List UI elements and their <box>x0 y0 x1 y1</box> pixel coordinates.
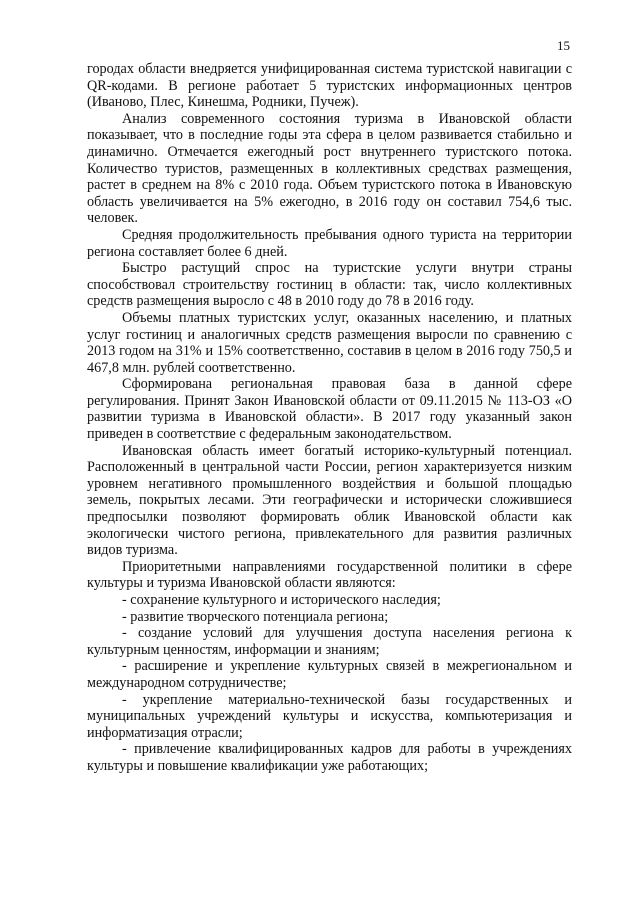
paragraph: Ивановская область имеет богатый историко-культурный потенциал. Расположенный в центральной части России, регион характеризуется низким уровнем негативного промышленного воздействия и большой площадью земель, покрытых лесами. Эти географически и исторически сложившиеся предпосылки позволяют формировать облик Ивановской области как экологически чистого региона, привлекательного для развития различных видов туризма. <box>87 442 572 559</box>
list-item: - расширение и укрепление культурных связей в межрегиональном и международном сотрудничестве; <box>87 658 572 691</box>
document-body <box>87 61 572 775</box>
list-item: - сохранение культурного и исторического наследия; <box>122 592 441 608</box>
paragraph: Быстро растущий спрос на туристские услуги внутри страны способствовал строительству гостиниц в области: так, число коллективных средств размещения выросло с 48 в 2010 году до 78 в 2016 году. <box>87 260 572 310</box>
list-item: - развитие творческого потенциала региона; <box>122 608 389 625</box>
paragraph: Приоритетными направлениями государственной политики в сфере культуры и туризма Ивановской области являются: <box>87 558 572 592</box>
page-number: 15 <box>557 38 570 53</box>
list-item: - укрепление материально-технической базы государственных и муниципальных учреждений культуры и искусства, компьютеризация и информатизация отрасли; <box>87 691 572 741</box>
list-item: - привлечение квалифицированных кадров для работы в учреждениях культуры и повышение квалификации уже работающих; <box>87 741 572 774</box>
paragraph: Сформирована региональная правовая база в данной сфере регулирования. Принят Закон Ивановской области от 09.11.2015 № 113-ОЗ «О развитии туризма в Ивановской области». В 2017 году указанный закон приведен в соответствие с федеральным законодательством. <box>87 376 572 443</box>
paragraph: Объемы платных туристских услуг, оказанных населению, и платных услуг гостиниц и аналогичных средств размещения выросли по сравнению с 2013 годом на 31% и 15% соответственно, составив в целом в 2016 году 750,5 и 467,8 млн. рублей соответственно. <box>87 309 572 376</box>
paragraph: Средняя продолжительность пребывания одного туриста на территории региона составляет более 6 дней. <box>87 226 572 260</box>
paragraph: Анализ современного состояния туризма в Ивановской области показывает, что в последние годы эта сфера в целом развивается стабильно и динамично. Отмечается ежегодный рост внутреннего туристского потока. Количество туристов, размещенных в коллективных средствах размещения, растет в среднем на 8% с 2010 года. Объем туристского потока в Ивановскую область увеличивается на 5% ежегодно, в 2016 году он составил 754,6 тыс. человек. <box>87 110 572 227</box>
paragraph: городах области внедряется унифицированная система туристской навигации с QR-кодами. В регионе работает 5 туристских информационных центров (Иваново, Плес, Кинешма, Родники, Пучеж). <box>87 61 572 111</box>
list-item: - создание условий для улучшения доступа населения региона к культурным ценностям, информации и знаниям; <box>87 625 572 658</box>
